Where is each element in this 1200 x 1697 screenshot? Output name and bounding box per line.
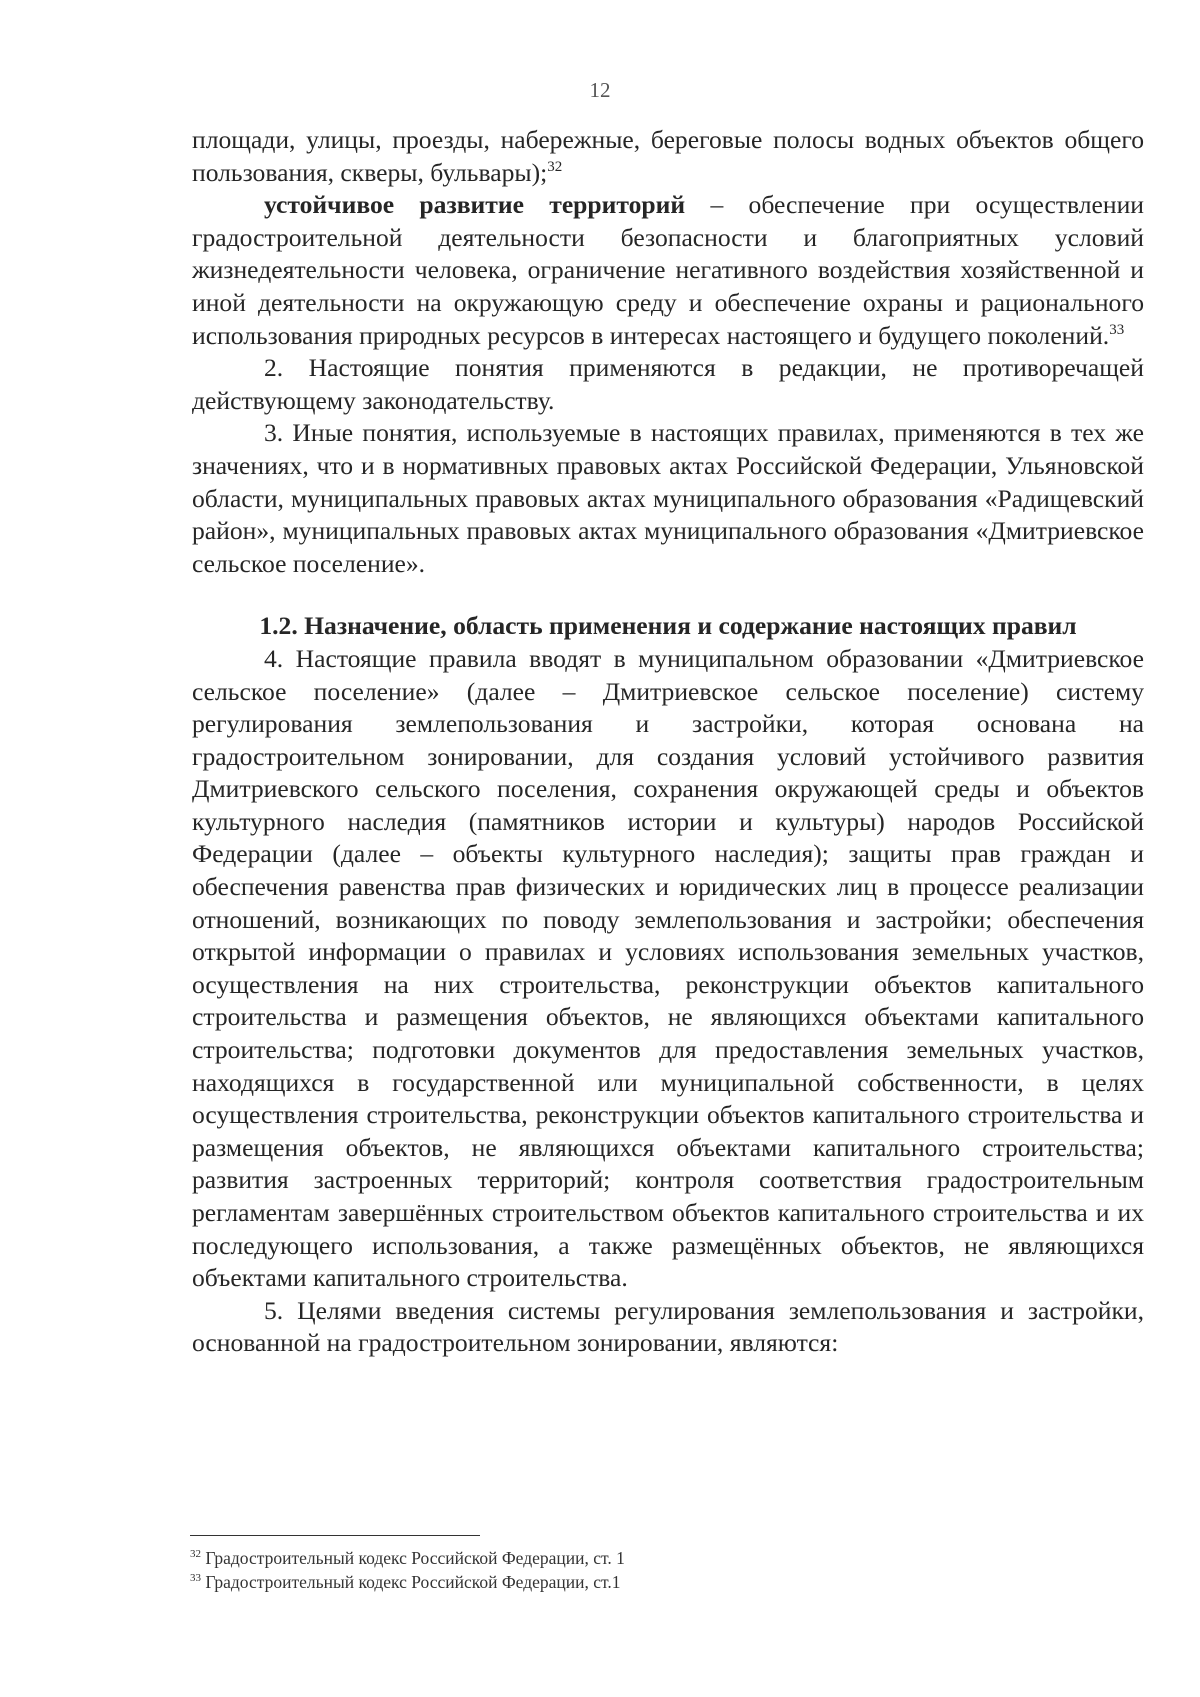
paragraph-item-5: 5. Целями введения системы регулирования землепользования и застройки, основанной на градостроительном зонировании, являются:: [192, 1295, 1144, 1358]
section-heading: 1.2. Назначение, область применения и содержание настоящих правил: [259, 611, 1077, 641]
footnote-separator: [190, 1535, 480, 1536]
footnote-33: [190, 1570, 790, 1594]
defined-term: устойчивое развитие территорий: [264, 190, 686, 220]
paragraph-public-spaces-continuation: [192, 124, 1144, 189]
paragraph-item-2: 2. Настоящие понятия применяются в редакции, не противоречащей действующему законодательству.: [192, 353, 1144, 415]
footnote-mark: 32: [190, 1548, 201, 1560]
footnote-ref-32: 32: [547, 158, 563, 175]
body-text: [192, 124, 1144, 1360]
footnotes: [190, 1546, 790, 1594]
footnote-text: Градостроительный кодекс Российской Федерации, ст.1: [205, 1572, 621, 1592]
paragraph-sustainable-development-definition: [192, 189, 1144, 352]
paragraph-item-4: 4. Настоящие правила вводят в муниципальном образовании «Дмитриевское сельское поселение» (далее – Дмитриевское сельское поселение) систему регулирования землепользования и застройки, которая основана на градостроительном зонировании, для создания условий устойчивого развития Дмитриевского сельского поселения, сохранения окружающей среды и объектов культурного наследия (памятников истории и культуры) народов Российской Федерации (далее – объекты культурного наследия); защиты прав граждан и обеспечения равенства прав физических и юридических лиц в процессе реализации отношений, возникающих по поводу землепользования и застройки; обеспечения открытой информации о правилах и условиях использования земельных участков, осуществления на них строительства, реконструкции объектов капитального строительства и размещения объектов, не являющихся объектами капитального строительства; подготовки документов для предоставления земельных участков, находящихся в государственной или муниципальной собственности, в целях осуществления строительства, реконструкции объектов капитального строительства и размещения объектов, не являющихся объектами капитального строительства; развития застроенных территорий; контроля соответствия градостроительным регламентам завершённых строительством объектов капитального строительства и их последующего использования, а также размещённых объектов, не являющихся объектами капитального строительства.: [192, 643, 1144, 1293]
page-number: 12: [589, 78, 611, 102]
paragraph-text: – обеспечение при осуществлении градостроительной деятельности безопасности и благоприятных условий жизнедеятельности человека, ограничение негативного воздействия хозяйственной и иной деятельности на окружающую среду и обеспечение охраны и рационального использования природных ресурсов в интересах настоящего и будущего поколений.: [192, 190, 1144, 350]
footnote-ref-33: 33: [1109, 321, 1125, 338]
footnote-text: Градостроительный кодекс Российской Федерации, ст. 1: [205, 1548, 625, 1568]
paragraph-text: площади, улицы, проезды, набережные, береговые полосы водных объектов общего пользования, скверы, бульвары);: [192, 125, 1144, 187]
footnote-mark: 33: [190, 1572, 201, 1584]
paragraph-item-3: 3. Иные понятия, используемые в настоящих правилах, применяются в тех же значениях, что и в нормативных правовых актах Российской Федерации, Ульяновской области, муниципальных правовых актах муниципального образования «Радищевский район», муниципальных правовых актах муниципального образования «Дмитриевское сельское поселение».: [192, 418, 1144, 578]
footnote-32: [190, 1546, 790, 1570]
